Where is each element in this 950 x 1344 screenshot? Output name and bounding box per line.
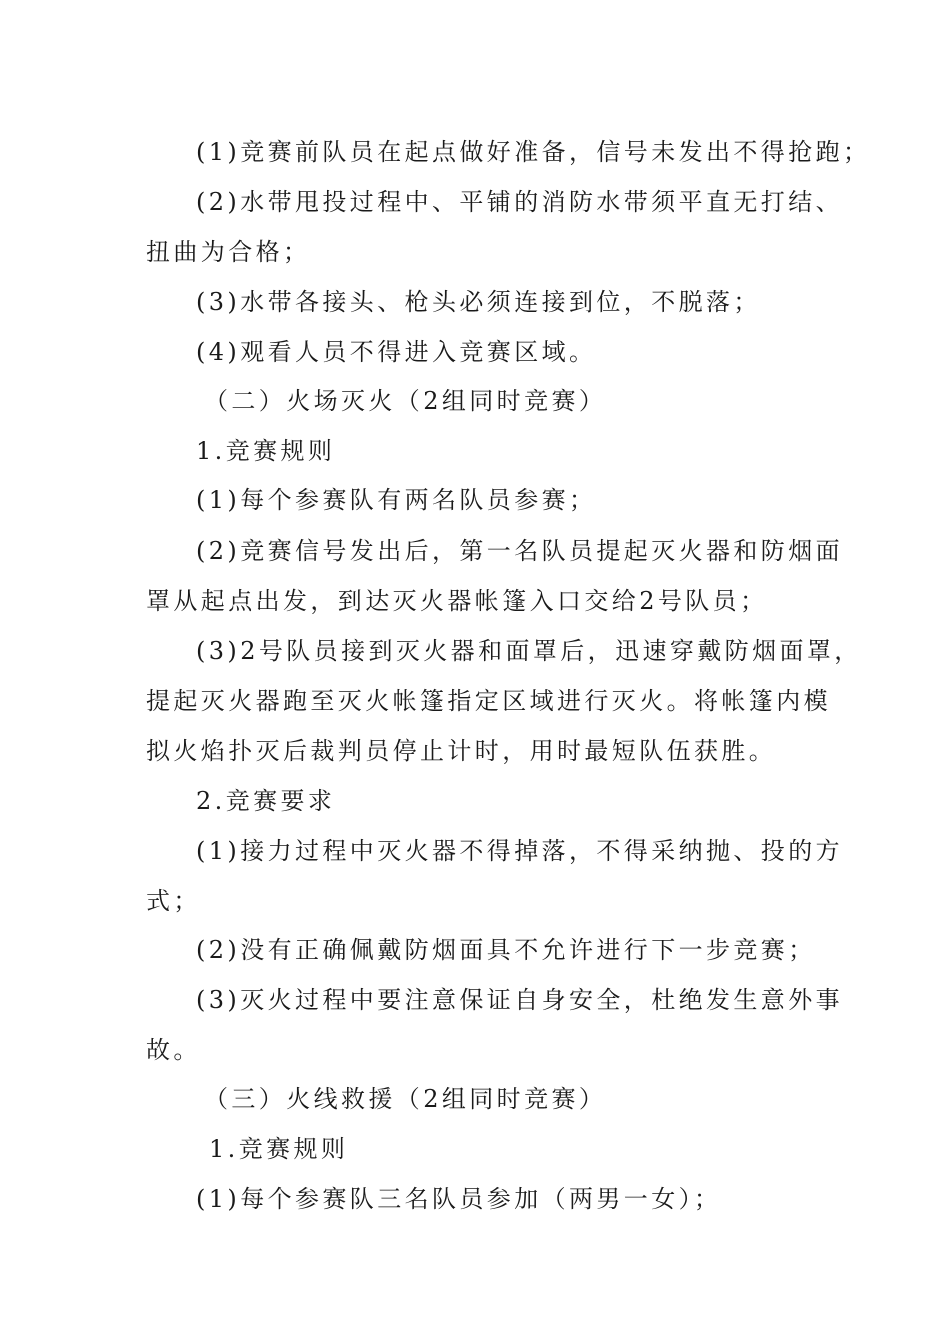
paragraph-line: (1)每个参赛队三名队员参加（两男一女）； <box>196 1185 722 1213</box>
subsection-heading: 2.竞赛要求 <box>196 787 336 815</box>
subsection-heading: 1.竞赛规则 <box>209 1135 349 1163</box>
section-heading: （二）火场灭火（2组同时竞赛） <box>204 387 607 415</box>
paragraph-line: (1)每个参赛队有两名队员参赛； <box>196 486 597 514</box>
paragraph-line: (2)水带甩投过程中、平铺的消防水带须平直无打结、 <box>196 188 843 216</box>
subsection-heading: 1.竞赛规则 <box>196 437 336 465</box>
paragraph-line: 罩从起点出发，到达灭火器帐篷入口交给2号队员； <box>146 587 768 615</box>
paragraph-line: (3)灭火过程中要注意保证自身安全，杜绝发生意外事 <box>196 986 843 1014</box>
paragraph-line: (2)竞赛信号发出后，第一名队员提起灭火器和防烟面 <box>196 537 843 565</box>
section-heading: （三）火线救援（2组同时竞赛） <box>204 1085 607 1113</box>
paragraph-line: 提起灭火器跑至灭火帐篷指定区域进行灭火。将帐篷内模 <box>146 687 831 715</box>
paragraph-line: (4)观看人员不得进入竞赛区域。 <box>196 338 597 366</box>
paragraph-line: (3)水带各接头、枪头必须连接到位，不脱落； <box>196 288 761 316</box>
paragraph-line: (3)2号队员接到灭火器和面罩后，迅速穿戴防烟面罩， <box>196 637 862 665</box>
paragraph-line: 扭曲为合格； <box>146 238 311 266</box>
paragraph-line: (1)竞赛前队员在起点做好准备，信号未发出不得抢跑； <box>196 138 871 166</box>
paragraph-line: 故。 <box>146 1036 201 1064</box>
paragraph-line: 式； <box>146 887 201 915</box>
paragraph-line: (2)没有正确佩戴防烟面具不允许进行下一步竞赛； <box>196 936 816 964</box>
paragraph-line: (1)接力过程中灭火器不得掉落，不得采纳抛、投的方 <box>196 837 843 865</box>
paragraph-line: 拟火焰扑灭后裁判员停止计时，用时最短队伍获胜。 <box>146 737 777 765</box>
